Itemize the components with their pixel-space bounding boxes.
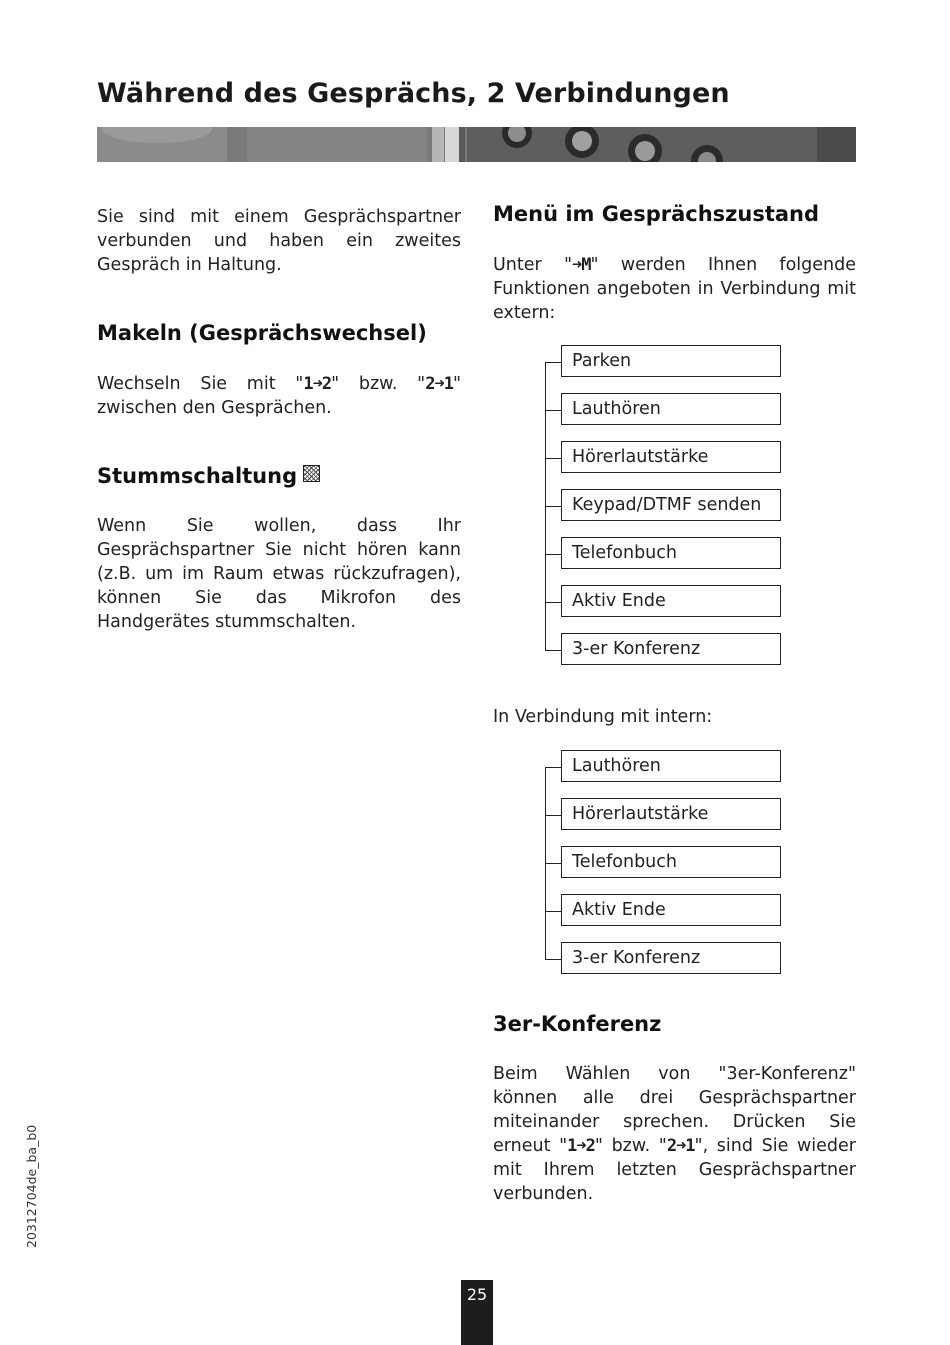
- tree-branch-line: [545, 815, 562, 816]
- document-code: 2031270​4de_ba_b0: [24, 1124, 39, 1248]
- menu-option: Hörerlautstärke: [561, 441, 781, 473]
- menu-option: Lauthören: [561, 393, 781, 425]
- tree-branch-line: [545, 554, 562, 555]
- menu-option: Telefonbuch: [561, 537, 781, 569]
- menu-option: Parken: [561, 345, 781, 377]
- menu-option: Keypad/DTMF senden: [561, 489, 781, 521]
- phone-keypad-image: [97, 127, 856, 162]
- menu-option: Hörerlautstärke: [561, 798, 781, 830]
- menu-option: 3-er Konferenz: [561, 942, 781, 974]
- makeln-text-part: Wechseln Sie mit ": [97, 374, 304, 394]
- swap-2-1-key: 2➜1: [666, 1136, 695, 1156]
- mute-icon: [303, 465, 320, 482]
- tree-branch-line: [545, 458, 562, 459]
- menu-text-part: " werden Ihnen folgende Funktionen angeboten in Verbindung mit extern:: [493, 255, 856, 323]
- mute-heading-text: Stummschaltung: [97, 464, 298, 488]
- conference-paragraph: [493, 1062, 856, 1206]
- menu-option: 3-er Konferenz: [561, 633, 781, 665]
- tree-branch-line: [545, 959, 562, 960]
- swap-1-2-key: 1➜2: [303, 374, 332, 394]
- tree-branch-line: [545, 767, 562, 768]
- intro-paragraph: Sie sind mit einem Gesprächspartner verbunden und haben ein zweites Gespräch in Haltung.: [97, 207, 461, 275]
- page-number: 25: [461, 1280, 493, 1345]
- swap-1-2-key: 1➜2: [567, 1136, 595, 1156]
- tree-branch-line: [545, 362, 562, 363]
- mute-heading: [97, 464, 461, 488]
- conference-text-part: ", sind Sie wieder mit Ihrem letzten Gesprächspartner verbunden.: [493, 1136, 857, 1204]
- conference-heading: 3er-Konferenz: [493, 1012, 662, 1036]
- tree-branch-line: [545, 410, 562, 411]
- conference-text-part: Beim Wählen von "3er-Konferenz" können alle drei Gesprächspartner miteinander sprechen. Drücken Sie erneut ": [493, 1064, 856, 1156]
- makeln-text-part: " bzw. ": [331, 374, 426, 394]
- tree-branch-line: [545, 602, 562, 603]
- conference-text-part: " bzw. ": [594, 1136, 667, 1156]
- menu-heading: Menü im Gesprächszustand: [493, 202, 820, 226]
- intern-label: In Verbindung mit intern:: [493, 707, 713, 727]
- makeln-heading: Makeln (Gesprächswechsel): [97, 321, 427, 345]
- menu-paragraph: [493, 253, 856, 325]
- tree-branch-line: [545, 863, 562, 864]
- swap-2-1-key: 2➜1: [425, 374, 453, 394]
- header-photo-banner: [97, 127, 856, 162]
- menu-option: Lauthören: [561, 750, 781, 782]
- tree-branch-line: [545, 506, 562, 507]
- tree-branch-line: [545, 911, 562, 912]
- menu-option: Aktiv Ende: [561, 585, 781, 617]
- tree-branch-line: [545, 650, 562, 651]
- menu-key: ➜M: [572, 255, 591, 275]
- menu-option: Telefonbuch: [561, 846, 781, 878]
- menu-option: Aktiv Ende: [561, 894, 781, 926]
- mute-paragraph: Wenn Sie wollen, dass Ihr Gesprächspartner Sie nicht hören kann (z.B. um im Raum etwas rückzufragen), können Sie das Mikrofon des Handgerätes stummschalten.: [97, 516, 461, 632]
- menu-text-part: Unter ": [493, 255, 573, 275]
- makeln-paragraph: [97, 372, 461, 420]
- makeln-text-part: " zwischen den Gesprächen.: [97, 374, 461, 418]
- page-title: Während des Gesprächs, 2 Verbindungen: [97, 78, 730, 109]
